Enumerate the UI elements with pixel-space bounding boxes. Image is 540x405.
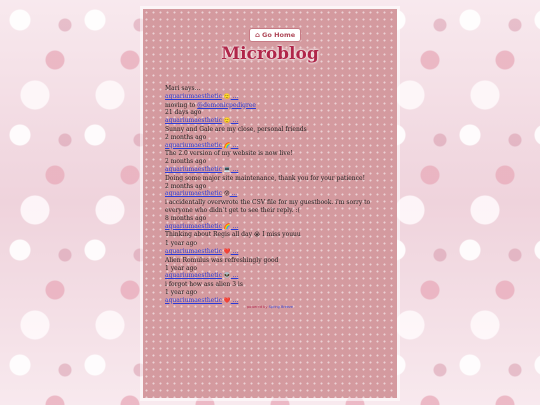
feed-text: Alien Romulus was refreshingly good <box>165 256 279 264</box>
author-link-ellipsis[interactable]: ... <box>230 117 239 125</box>
post-author <box>165 142 390 151</box>
feed-text: i forgot how ass alien 3 is <box>165 281 243 289</box>
mood-emoji: 🙂 <box>223 93 231 100</box>
page-title: Microblog <box>221 44 319 64</box>
feed-text: 2 months ago <box>165 158 207 166</box>
feed-text: The 2.0 version of my website is now live! <box>165 150 293 158</box>
feed-text: 21 days ago <box>165 109 202 117</box>
feed-text-prefix: Thinking about Regis all day <box>165 231 254 239</box>
footer-link[interactable]: Spring Breeze <box>268 305 294 309</box>
footer <box>143 305 397 309</box>
author-link[interactable]: aquariumaesthetic <box>165 92 222 100</box>
feed-text-suffix: I miss youuu <box>260 231 301 239</box>
author-link-ellipsis[interactable]: ... <box>229 190 238 198</box>
post-author <box>165 223 390 232</box>
feed-text: 2 months ago <box>165 182 207 190</box>
mood-emoji: 💻 <box>223 166 231 173</box>
mood-emoji: 🙂 <box>223 118 231 125</box>
mood-emoji: ❤️ <box>223 297 231 304</box>
author-link-ellipsis[interactable]: ... <box>230 247 239 255</box>
mood-emoji: 😰 <box>223 191 230 198</box>
mention-link[interactable]: @demonicpedigree <box>197 101 256 109</box>
crying-emoji: 😭 <box>253 232 261 239</box>
post-author <box>165 166 390 175</box>
feed-text: 8 months ago <box>165 214 207 222</box>
go-home-label: Go Home <box>262 31 296 39</box>
home-icon: ⌂ <box>255 31 261 39</box>
mood-emoji: 🌈 <box>223 142 231 149</box>
author-link[interactable]: aquariumaesthetic <box>165 247 222 255</box>
feed-text-prefix: moving to <box>165 101 198 109</box>
microblog-feed <box>165 85 390 306</box>
post-author <box>165 117 390 126</box>
author-link-ellipsis[interactable]: ... <box>230 272 239 280</box>
feed-text: 2 months ago <box>165 133 207 141</box>
feed-text: Mari says... <box>165 85 201 92</box>
author-link[interactable]: aquariumaesthetic <box>165 272 222 280</box>
feed-text: Sunny and Gale are my close, personal friends <box>165 125 307 133</box>
feed-text <box>165 231 390 240</box>
footer-prefix: powered by <box>246 305 269 309</box>
author-link-ellipsis[interactable]: ... <box>230 92 239 100</box>
feed-text <box>165 102 390 110</box>
mood-emoji: 🌈 <box>223 223 231 230</box>
post-author <box>165 272 390 281</box>
author-link[interactable]: aquariumaesthetic <box>165 165 222 173</box>
post-author <box>165 93 390 102</box>
feed-text: i accidentally overwrote the CSV file for my guestbook. i'm sorry to everyone who didn't get to see their reply. :( <box>165 199 371 214</box>
author-link-ellipsis[interactable]: ... <box>230 222 239 230</box>
author-link[interactable]: aquariumaesthetic <box>165 141 222 149</box>
go-home-button[interactable] <box>249 28 301 42</box>
author-link[interactable]: aquariumaesthetic <box>165 190 222 198</box>
feed-text: 1 year ago <box>165 264 198 272</box>
feed-text: 1 year ago <box>165 288 198 296</box>
feed-text: 1 year ago <box>165 240 198 248</box>
author-link-ellipsis[interactable]: ... <box>230 141 239 149</box>
author-link[interactable]: aquariumaesthetic <box>165 296 222 304</box>
post-author <box>165 248 390 257</box>
post-author <box>165 190 390 199</box>
author-link-ellipsis[interactable]: ... <box>230 296 239 304</box>
mood-emoji: ❤️ <box>223 248 231 255</box>
author-link[interactable]: aquariumaesthetic <box>165 222 222 230</box>
feed-text: Doing some major site maintenance, thank you for your patience! <box>165 174 365 182</box>
mood-emoji: 👽 <box>223 273 231 280</box>
author-link-ellipsis[interactable]: ... <box>230 165 239 173</box>
author-link[interactable]: aquariumaesthetic <box>165 117 222 125</box>
